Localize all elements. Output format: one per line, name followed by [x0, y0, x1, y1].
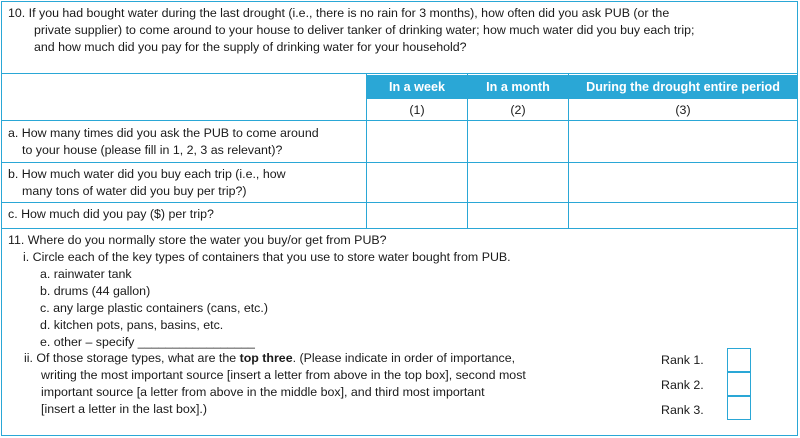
option-c: c. any large plastic containers (cans, etc.): [40, 301, 268, 315]
q11-title: 11. Where do you normally store the water you buy/or get from PUB?: [8, 233, 387, 247]
option-d: d. kitchen pots, pans, basins, etc.: [40, 318, 224, 332]
sub-ii-line-4: [insert a letter in the last box].): [41, 402, 207, 416]
column-header-drought-period: During the drought entire period: [586, 80, 780, 94]
question-10-text: [8, 5, 798, 56]
sub-ii-line-3: important source [a letter from above in the middle box], and third most important: [41, 385, 485, 399]
row-b-line-2: many tons of water did you buy per trip?): [22, 184, 247, 198]
option-a: a. rainwater tank: [40, 267, 132, 281]
column-header-week: In a week: [388, 80, 445, 94]
rank-3-box[interactable]: [727, 396, 751, 420]
table-bottom-border: [1, 228, 798, 229]
q11-sub-ii: [24, 350, 624, 418]
row-a-line-2: to your house (please fill in 1, 2, 3 as relevant)?: [22, 143, 283, 157]
row-c-line-1: c. How much did you pay ($) per trip?: [8, 207, 214, 221]
row-divider: [1, 162, 798, 163]
sub-ii-line-1: ii. Of those storage types, what are the top three. (Please indicate in order of importance,: [24, 351, 516, 365]
rank-3-label: Rank 3.: [661, 403, 704, 417]
column-number-2: (2): [510, 103, 526, 117]
q10-line-1: 10. If you had bought water during the last drought (i.e., there is no rain for 3 months), how often did you ask PUB (or the: [8, 6, 670, 20]
column-number-1: (1): [409, 103, 425, 117]
rank-1-box[interactable]: [727, 348, 751, 372]
column-header-month: In a month: [486, 80, 550, 94]
row-b-line-1: b. How much water did you buy each trip (i.e., how: [8, 167, 286, 181]
table-row-c: [8, 206, 363, 223]
table-top-border: [1, 73, 798, 74]
rank-1-label: Rank 1.: [661, 353, 704, 367]
column-number-3: (3): [675, 103, 691, 117]
row-divider: [1, 120, 798, 121]
option-e: e. other – specify _________________: [40, 335, 255, 349]
row-a-line-1: a. How many times did you ask the PUB to come around: [8, 126, 319, 140]
sub-ii-line-2: writing the most important source [insert a letter from above in the top box], second most: [41, 368, 526, 382]
q10-line-2: private supplier) to come around to your house to deliver tanker of drinking water; how much water did you buy each trip;: [34, 23, 695, 37]
q11-sub-i: i. Circle each of the key types of containers that you use to store water bought from PUB.: [23, 250, 511, 264]
rank-2-label: Rank 2.: [661, 378, 704, 392]
q10-line-3: and how much did you pay for the supply of drinking water for your household?: [34, 40, 467, 54]
option-b: b. drums (44 gallon): [40, 284, 151, 298]
table-row-a: [8, 125, 363, 159]
table-row-b: [8, 166, 363, 200]
rank-2-box[interactable]: [727, 372, 751, 396]
top-three-emphasis: top three: [239, 351, 293, 365]
row-divider: [1, 202, 798, 203]
